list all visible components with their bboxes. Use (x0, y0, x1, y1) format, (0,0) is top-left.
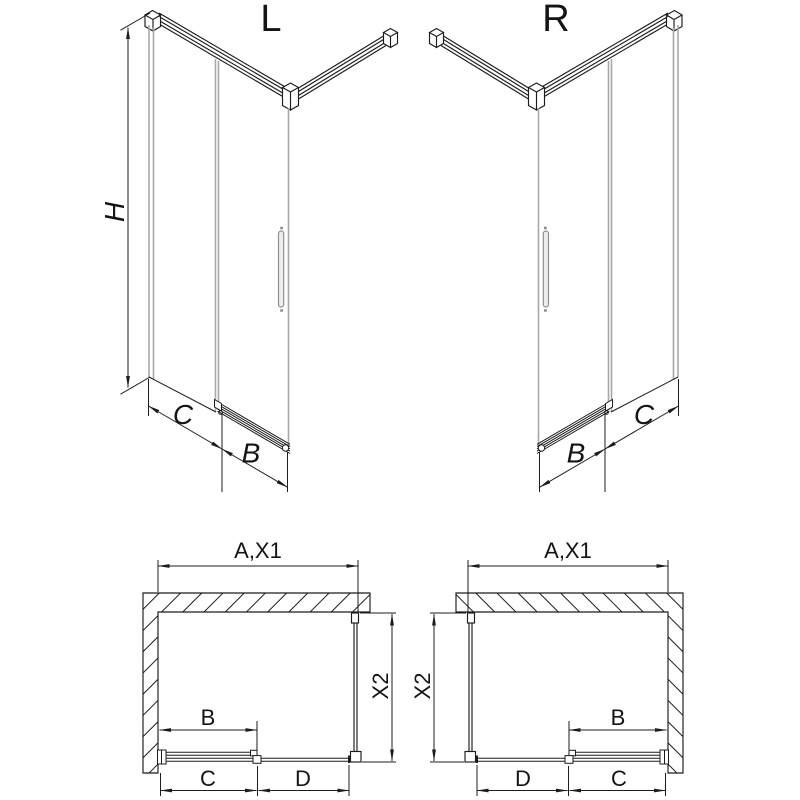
view-label-left: L (260, 0, 282, 40)
plan-right-dim-label-door: B (610, 705, 626, 730)
plan-left-dim-label-wall-segment: C (200, 766, 216, 791)
iso-left-dim-label-fixed: C (172, 399, 194, 430)
plan-right-dim-label-wall-segment: C (611, 766, 627, 791)
plan-left-dim-label-door: B (200, 705, 216, 730)
view-label-right: R (542, 0, 570, 40)
iso-right-dim-label-fixed: C (633, 399, 655, 430)
iso-right-dim-label-door: B (566, 437, 586, 469)
iso-left-dim-label-door: B (241, 437, 261, 469)
plan-right-dim-label-overall-width: A,X1 (544, 538, 592, 563)
plan-right-dim-label-opening: D (515, 766, 531, 791)
iso-left-dim-label-height: H (99, 201, 130, 223)
plan-left-dim-label-opening: D (295, 766, 311, 791)
plan-left-dim-label-overall-width: A,X1 (234, 538, 282, 563)
plan-left-dim-label-depth: X2 (368, 672, 393, 700)
plan-right-dim-label-depth: X2 (410, 672, 435, 700)
